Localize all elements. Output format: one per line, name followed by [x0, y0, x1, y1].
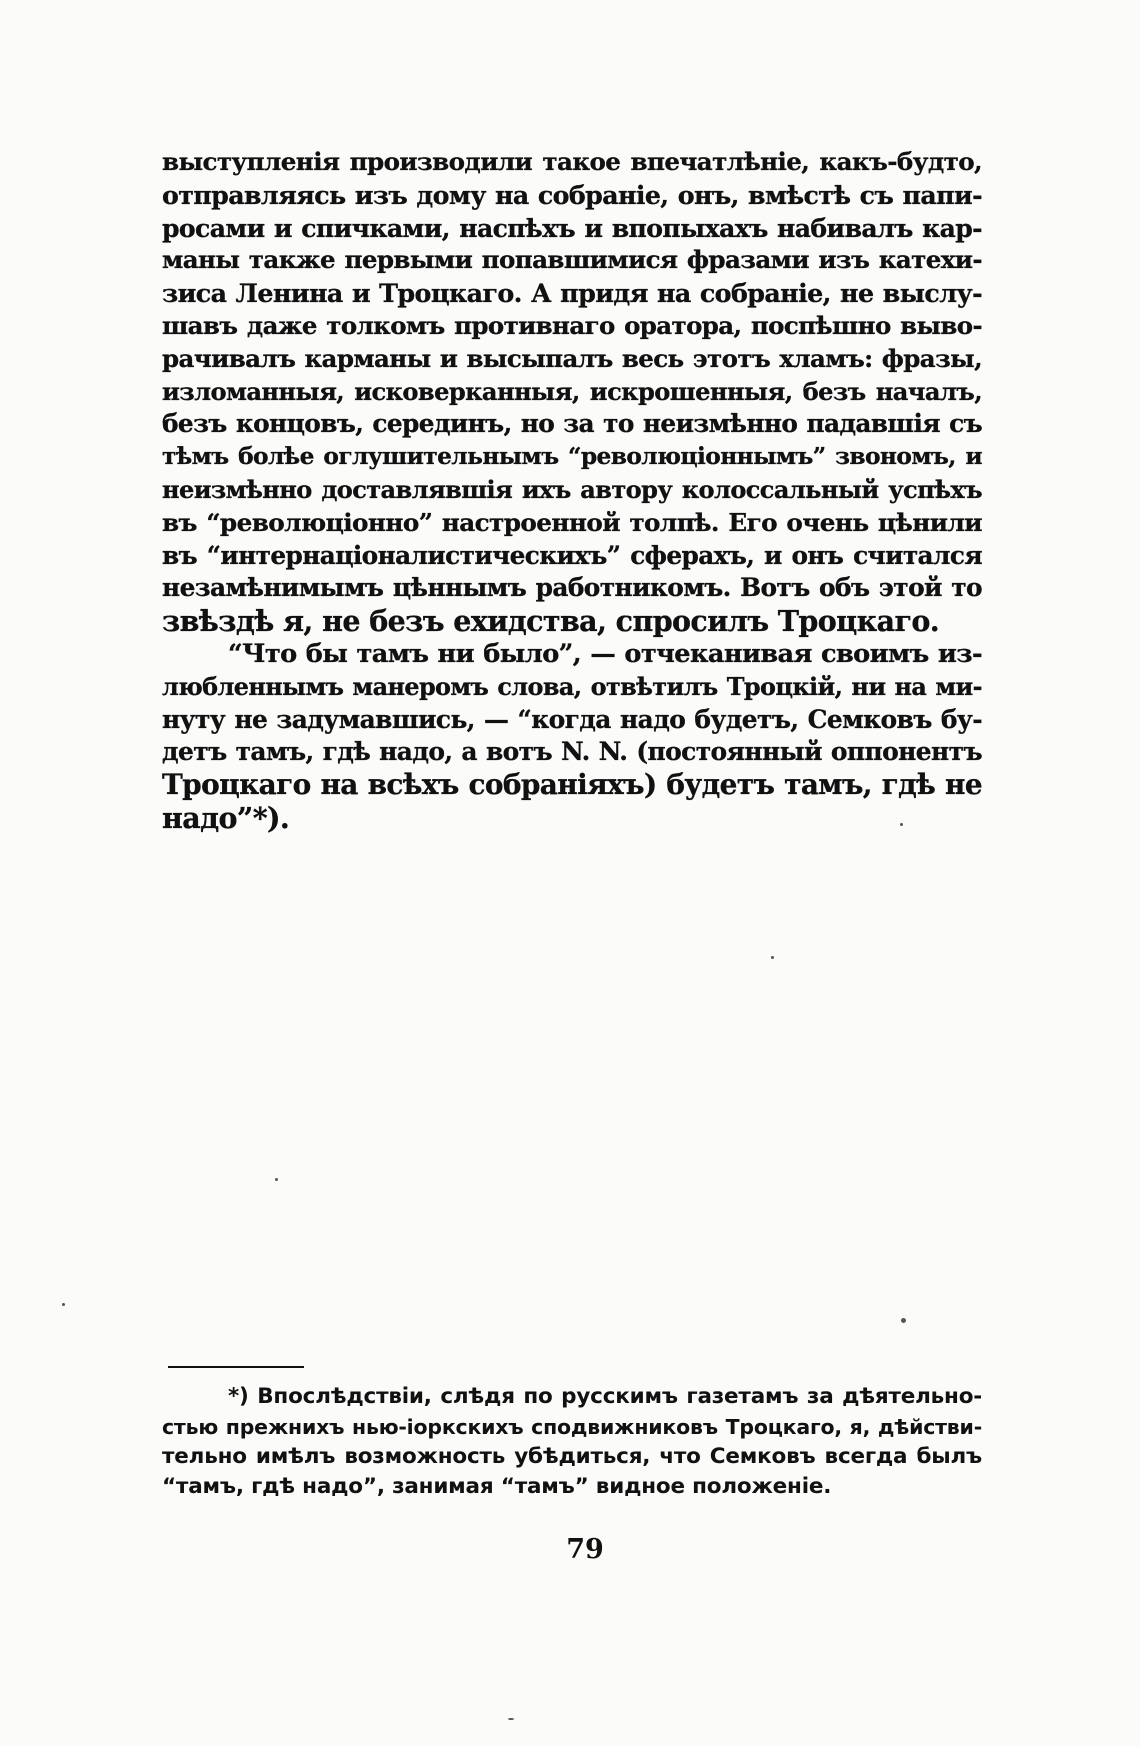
- scan-speck: [62, 1303, 65, 1306]
- text-line: нуту не задумавшись, — “когда надо будетъ, Семковъ бу-: [162, 704, 982, 734]
- text-line: “Что бы тамъ ни было”, — отчеканивая своимъ из-: [228, 638, 982, 669]
- footnote-line: тельно имѣлъ возможность убѣдиться, что Семковъ всегда былъ: [162, 1444, 982, 1469]
- text-line: маны также первыми попавшимися фразами изъ катехи-: [162, 245, 982, 275]
- scan-speck: [900, 823, 903, 826]
- text-line: отправляясь изъ дому на собраніе, онъ, вмѣстѣ съ папи-: [162, 179, 982, 210]
- text-line: надо”*).: [162, 800, 290, 835]
- main-text: [162, 146, 982, 835]
- text-line: безъ концовъ, серединъ, но за то неизмѣнно падавшія съ: [162, 409, 982, 439]
- text-line: въ “интернаціоналистическихъ” сферахъ, и онъ считался: [162, 540, 982, 570]
- footnote: [162, 1382, 982, 1502]
- scan-speck: [275, 1178, 278, 1181]
- text-line: звѣздѣ я, не безъ ехидства, спросилъ Троцкаго.: [162, 604, 940, 639]
- footnote-divider: [168, 1366, 304, 1368]
- text-line: Троцкаго на всѣхъ собраніяхъ) будетъ тамъ, гдѣ не: [162, 768, 982, 802]
- text-line: выступленія производили такое впечатлѣніе, какъ-будто,: [162, 147, 982, 176]
- text-line: неизмѣнно доставлявшія ихъ автору колоссальный успѣхъ: [162, 474, 982, 504]
- text-line: шавъ даже толкомъ противнаго оратора, поспѣшно выво-: [162, 310, 982, 340]
- text-line: росами и спичками, наспѣхъ и впопыхахъ набивалъ кар-: [162, 212, 982, 243]
- scan-speck: [771, 956, 774, 959]
- footnote-line: стью прежнихъ нью-іоркскихъ сподвижниковъ Троцкаго, я, дѣйстви-: [162, 1415, 982, 1439]
- text-line: тѣмъ болѣе оглушительнымъ “революціоннымъ” звономъ, и: [162, 443, 982, 471]
- scan-speck: [508, 1718, 514, 1720]
- text-line: рачивалъ карманы и высыпалъ весь этотъ хламъ: фразы,: [162, 343, 982, 373]
- text-line: въ “революціонно” настроенной толпѣ. Его очень цѣнили: [162, 507, 982, 537]
- text-line: детъ тамъ, гдѣ надо, а вотъ N. N. (постоянный оппонентъ: [162, 737, 982, 767]
- text-line: любленнымъ манеромъ слова, отвѣтилъ Троцкій, ни на ми-: [162, 672, 982, 701]
- text-line: незамѣнимымъ цѣннымъ работникомъ. Вотъ объ этой то: [162, 573, 982, 603]
- page-number: 79: [566, 1534, 604, 1565]
- text-line: зиса Ленина и Троцкаго. А придя на собраніе, не выслу-: [162, 278, 982, 309]
- text-line: изломанныя, исковерканныя, искрошенныя, безъ началъ,: [162, 376, 982, 406]
- footnote-line: “тамъ, гдѣ надо”, занимая “тамъ” видное положеніе.: [162, 1474, 832, 1499]
- scan-speck: [901, 1318, 906, 1323]
- footnote-line: *) Впослѣдствіи, слѣдя по русскимъ газетамъ за дѣятельно-: [228, 1384, 982, 1409]
